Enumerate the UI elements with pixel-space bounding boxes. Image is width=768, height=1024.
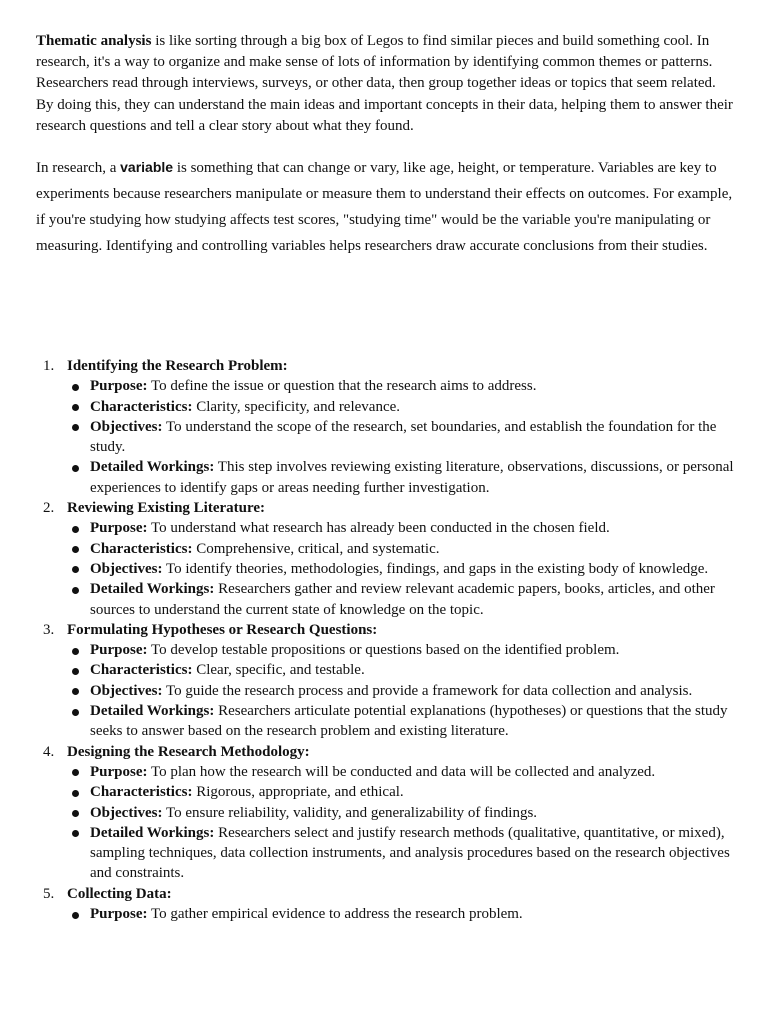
bullet-dot-icon [72,465,79,472]
step-bullets [67,904,736,924]
bullet-label: Detailed Workings: [90,581,215,598]
bullet-label: Characteristics: [90,540,193,557]
step-item [36,884,736,925]
bullet-dot-icon [72,404,79,411]
bullet-item [67,823,736,884]
bullet-item [67,417,736,458]
bullet-text: Researchers select and justify research methods (qualitative, quantitative, or mixed), sampling techniques, data collection instruments, and analysis procedures based on the research objectives and constraints. [90,824,730,882]
step-number: 5. [43,885,55,902]
step-item [36,498,736,620]
bullet-dot-icon [72,566,79,573]
step-title: Designing the Research Methodology: [67,743,310,760]
bullet-text: This step involves reviewing existing literature, observations, discussions, or personal experiences to identify gaps or areas needing further investigation. [90,459,734,496]
bullet-label: Purpose: [90,763,148,780]
bullet-dot-icon [72,688,79,695]
step-number: 2. [43,500,55,517]
bullet-item [67,376,736,396]
bullet-label: Characteristics: [90,662,193,679]
bullet-text: To gather empirical evidence to address the research problem. [147,906,523,923]
bullet-text: Researchers gather and review relevant academic papers, books, articles, and other sources to understand the current state of knowledge on the topic. [90,581,715,618]
bullet-label: Purpose: [90,906,148,923]
bullet-item [67,762,736,782]
bullet-item [67,660,736,680]
bullet-item [67,782,736,802]
bullet-label: Objectives: [90,418,163,435]
bullet-text: To develop testable propositions or questions based on the identified problem. [147,642,620,659]
bullet-dot-icon [72,709,79,716]
thematic-analysis-term: Thematic analysis [36,33,152,49]
step-bullets [67,518,736,619]
bullet-text: To define the issue or question that the research aims to address. [147,378,537,395]
bullet-label: Objectives: [90,682,163,699]
bullet-text: To plan how the research will be conducted and data will be collected and analyzed. [147,763,656,780]
bullet-item [67,803,736,823]
step-item [36,356,736,498]
bullet-dot-icon [72,769,79,776]
bullet-dot-icon [72,424,79,431]
bullet-item [67,518,736,538]
bullet-text: Comprehensive, critical, and systematic. [192,540,440,557]
step-number: 1. [43,358,55,374]
bullet-item [67,457,736,498]
bullet-label: Detailed Workings: [90,703,215,720]
bullet-dot-icon [72,587,79,594]
step-item [36,742,736,884]
bullet-dot-icon [72,830,79,837]
variable-paragraph [36,154,736,259]
bullet-label: Detailed Workings: [90,824,215,841]
bullet-label: Purpose: [90,520,148,537]
bullet-dot-icon [72,810,79,817]
bullet-label: Characteristics: [90,398,193,415]
bullet-text: Researchers articulate potential explanations (hypotheses) or questions that the study seeks to answer based on the research problem and existing literature. [90,703,728,740]
thematic-analysis-text: is like sorting through a big box of Legos to find similar pieces and build something cool. In research, it's a way to organize and make sense of lots of information by identifying common themes or patterns. Researchers read through interviews, surveys, or other data, then group together ideas or topics that seem related. By doing this, they can understand the main ideas and important concepts in their data, helping them to answer their research questions and tell a clear story about what they found. [36,33,733,134]
bullet-item [67,559,736,579]
thematic-analysis-paragraph [36,31,736,137]
variable-term: variable [120,159,174,175]
bullet-label: Purpose: [90,378,148,395]
variable-text: is something that can change or vary, like age, height, or temperature. Variables are key to experiments because researchers manipulate or measure them to understand their effects on outcomes. For example, if you're studying how studying affects test scores, "studying time" would be the variable you're manipulating or measuring. Identifying and controlling variables helps researchers draw accurate conclusions from their studies. [36,160,733,254]
step-item [36,620,736,742]
step-bullets [67,376,736,498]
bullet-dot-icon [72,648,79,655]
step-bullets [67,640,736,741]
bullet-label: Objectives: [90,560,163,577]
bullet-text: To ensure reliability, validity, and generalizability of findings. [162,804,538,821]
bullet-item [67,904,736,924]
bullet-text: Clear, specific, and testable. [192,662,365,679]
step-bullets [67,762,736,884]
bullet-item [67,539,736,559]
bullet-item [67,640,736,660]
bullet-label: Objectives: [90,804,163,821]
bullet-dot-icon [72,526,79,533]
bullet-text: To understand what research has already been conducted in the chosen field. [147,520,610,537]
bullet-label: Detailed Workings: [90,459,215,476]
step-title: Collecting Data: [67,885,172,902]
bullet-text: To guide the research process and provide a framework for data collection and analysis. [162,682,693,699]
step-title: Reviewing Existing Literature: [67,500,266,517]
bullet-item [67,701,736,742]
variable-prefix: In research, a [36,160,121,176]
step-title: Formulating Hypotheses or Research Questions: [67,621,378,638]
bullet-dot-icon [72,668,79,675]
bullet-text: To identify theories, methodologies, findings, and gaps in the existing body of knowledge. [162,560,709,577]
bullet-item [67,397,736,417]
research-steps-list [36,356,736,924]
bullet-dot-icon [72,384,79,391]
step-number: 4. [43,743,55,760]
bullet-text: Rigorous, appropriate, and ethical. [192,784,404,801]
bullet-dot-icon [72,790,79,797]
step-number: 3. [43,621,55,638]
bullet-item [67,681,736,701]
bullet-dot-icon [72,912,79,919]
bullet-label: Characteristics: [90,784,193,801]
step-title: Identifying the Research Problem: [67,358,288,374]
bullet-label: Purpose: [90,642,148,659]
bullet-item [67,579,736,620]
bullet-text: Clarity, specificity, and relevance. [192,398,401,415]
bullet-dot-icon [72,546,79,553]
bullet-text: To understand the scope of the research, set boundaries, and establish the foundation for the study. [90,418,717,456]
